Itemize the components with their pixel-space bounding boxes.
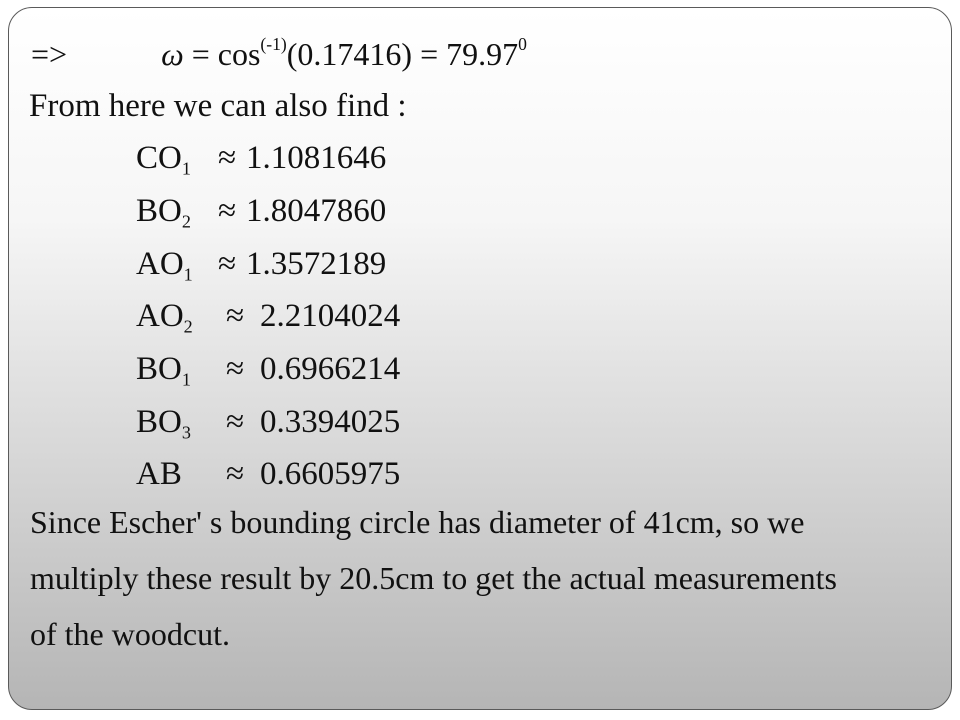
conclusion-line-3: of the woodcut. — [30, 616, 230, 652]
measurement-value: 2.2104024 — [260, 298, 401, 334]
measurement-label: AB — [136, 456, 182, 492]
measurement-row — [136, 246, 387, 285]
measurement-label: $BO_1$ — [136, 351, 191, 390]
measurement-label: $AO_1$ — [136, 246, 193, 285]
measurement-row — [136, 404, 401, 443]
measurement-row — [136, 193, 387, 232]
approx-symbol: ≈ — [218, 140, 237, 176]
measurement-value: 0.3394025 — [260, 404, 401, 440]
measurement-row — [136, 458, 400, 491]
approx-symbol: ≈ — [218, 193, 237, 229]
conclusion-paragraph — [30, 494, 930, 662]
measurement-value: 0.6966214 — [260, 351, 401, 387]
measurement-label: $AO_2$ — [136, 298, 193, 337]
measurement-row — [136, 298, 401, 337]
measurement-value: 1.1081646 — [246, 140, 387, 176]
measurement-label: $BO_2$ — [136, 193, 191, 232]
approx-symbol: ≈ — [226, 351, 245, 387]
approx-symbol: ≈ — [218, 246, 237, 282]
measurement-value: 1.3572189 — [246, 246, 387, 282]
intro-text: From here we can also find : — [29, 88, 407, 124]
measurement-value: 1.8047860 — [246, 193, 387, 229]
slide-frame — [8, 7, 952, 710]
implies-arrow: => — [31, 36, 68, 72]
measurement-label: $BO_3$ — [136, 404, 191, 443]
measurement-row — [136, 351, 401, 390]
approx-symbol: ≈ — [226, 456, 245, 492]
degree-mark: 0 — [518, 34, 527, 55]
conclusion-line-2: multiply these result by 20.5cm to get the actual measurements — [30, 560, 837, 596]
formula-result: (0.17416) = 79.97 — [286, 36, 519, 72]
approx-symbol: ≈ — [226, 404, 245, 440]
measurement-row — [136, 140, 387, 179]
omega-formula — [31, 34, 527, 72]
measurement-value: 0.6605975 — [260, 456, 401, 492]
conclusion-line-1: Since Escher' s bounding circle has diameter of 41cm, so we — [30, 504, 805, 540]
cos-function: = cos — [191, 36, 261, 72]
measurement-label: $CO_1$ — [136, 140, 191, 179]
omega-symbol: ω — [161, 36, 184, 72]
approx-symbol: ≈ — [226, 298, 245, 334]
inverse-exponent: (-1) — [260, 34, 287, 55]
